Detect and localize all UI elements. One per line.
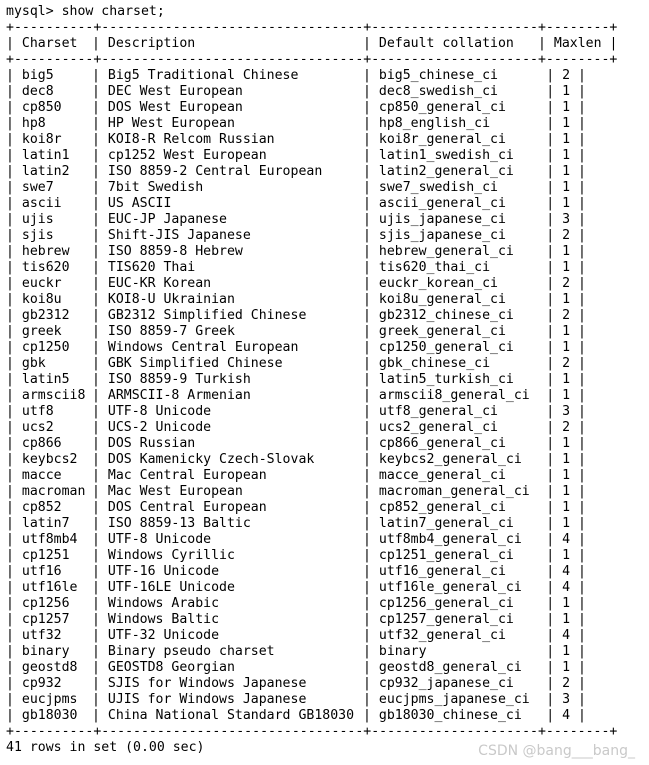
description-cell: Windows Baltic — [107, 612, 220, 627]
description-cell: DOS Russian — [107, 436, 196, 451]
charset-cell: utf32 — [21, 628, 62, 643]
table-separator: +----------+---------------------------------+---------------------+--------+ — [6, 20, 618, 35]
description-cell: UJIS for Windows Japanese — [107, 692, 307, 707]
collation-cell: latin5_turkish_ci — [378, 372, 514, 387]
maxlen-cell: 1 — [562, 84, 571, 99]
description-cell: Big5 Traditional Chinese — [107, 68, 299, 83]
description-cell: HP West European — [107, 116, 235, 131]
table-row: | euckr | EUC-KR Korean | euckr_korean_ci | 2 | — [6, 276, 586, 291]
maxlen-cell: 2 — [562, 676, 571, 691]
collation-cell: latin7_general_ci — [378, 516, 514, 531]
description-cell: Windows Central European — [107, 340, 299, 355]
charset-cell: utf8 — [21, 404, 54, 419]
table-row: | utf16le | UTF-16LE Unicode | utf16le_general_ci | 4 | — [6, 580, 586, 595]
collation-cell: big5_chinese_ci — [378, 68, 498, 83]
collation-cell: cp852_general_ci — [378, 500, 506, 515]
maxlen-cell: 1 — [562, 100, 571, 115]
maxlen-cell: 4 — [562, 628, 571, 643]
collation-cell: utf32_general_ci — [378, 628, 506, 643]
description-cell: DOS West European — [107, 100, 243, 115]
table-row: | hp8 | HP West European | hp8_english_ci | 1 | — [6, 116, 586, 131]
maxlen-cell: 1 — [562, 484, 571, 499]
description-cell: UTF-8 Unicode — [107, 532, 212, 547]
maxlen-cell: 2 — [562, 276, 571, 291]
collation-cell: geostd8_general_ci — [378, 660, 522, 675]
description-cell: ISO 8859-7 Greek — [107, 324, 235, 339]
table-row: | latin7 | ISO 8859-13 Baltic | latin7_general_ci | 1 | — [6, 516, 586, 531]
maxlen-cell: 3 — [562, 692, 571, 707]
maxlen-cell: 1 — [562, 196, 571, 211]
charset-cell: sjis — [21, 228, 54, 243]
charset-cell: latin2 — [21, 164, 70, 179]
charset-cell: macroman — [21, 484, 86, 499]
charset-cell: cp852 — [21, 500, 62, 515]
description-cell: Shift-JIS Japanese — [107, 228, 251, 243]
collation-cell: macroman_general_ci — [378, 484, 530, 499]
description-cell: ISO 8859-8 Hebrew — [107, 244, 243, 259]
description-cell: KOI8-R Relcom Russian — [107, 132, 275, 147]
maxlen-cell: 1 — [562, 292, 571, 307]
table-row: | latin2 | ISO 8859-2 Central European | latin2_general_ci | 1 | — [6, 164, 586, 179]
watermark: CSDN @bang___bang_ — [478, 743, 635, 759]
maxlen-cell: 1 — [562, 244, 571, 259]
maxlen-cell: 1 — [562, 116, 571, 131]
description-cell: GB2312 Simplified Chinese — [107, 308, 307, 323]
table-row: | gb18030 | China National Standard GB18030 | gb18030_chinese_ci | 4 | — [6, 708, 586, 723]
table-row: | cp852 | DOS Central European | cp852_general_ci | 1 | — [6, 500, 586, 515]
table-row: | utf8mb4 | UTF-8 Unicode | utf8mb4_general_ci | 4 | — [6, 532, 586, 547]
maxlen-cell: 1 — [562, 548, 571, 563]
table-row: | cp1250 | Windows Central European | cp1250_general_ci | 1 | — [6, 340, 586, 355]
collation-cell: gbk_chinese_ci — [378, 356, 491, 371]
description-cell: EUC-KR Korean — [107, 276, 212, 291]
table-row: | gbk | GBK Simplified Chinese | gbk_chinese_ci | 2 | — [6, 356, 586, 371]
table-row: | binary | Binary pseudo charset | binary | 1 | — [6, 644, 586, 659]
description-cell: GEOSTD8 Georgian — [107, 660, 235, 675]
maxlen-cell: 4 — [562, 532, 571, 547]
table-row: | greek | ISO 8859-7 Greek | greek_general_ci | 1 | — [6, 324, 586, 339]
collation-cell: swe7_swedish_ci — [378, 180, 498, 195]
collation-cell: koi8r_general_ci — [378, 132, 506, 147]
charset-cell: binary — [21, 644, 70, 659]
table-row: | eucjpms | UJIS for Windows Japanese | eucjpms_japanese_ci | 3 | — [6, 692, 586, 707]
table-row: | utf32 | UTF-32 Unicode | utf32_general_ci | 4 | — [6, 628, 586, 643]
header-default-collation: Default collation — [378, 36, 514, 51]
maxlen-cell: 1 — [562, 180, 571, 195]
charset-cell: keybcs2 — [21, 452, 78, 467]
table-row: | latin1 | cp1252 West European | latin1_swedish_ci | 1 | — [6, 148, 586, 163]
description-cell: DOS Central European — [107, 500, 267, 515]
collation-cell: armscii8_general_ci — [378, 388, 530, 403]
table-row: | utf16 | UTF-16 Unicode | utf16_general_ci | 4 | — [6, 564, 586, 579]
maxlen-cell: 1 — [562, 148, 571, 163]
description-cell: UTF-32 Unicode — [107, 628, 220, 643]
table-row: | cp866 | DOS Russian | cp866_general_ci | 1 | — [6, 436, 586, 451]
description-cell: DOS Kamenicky Czech-Slovak — [107, 452, 315, 467]
description-cell: Windows Arabic — [107, 596, 220, 611]
collation-cell: gb18030_chinese_ci — [378, 708, 522, 723]
maxlen-cell: 4 — [562, 708, 571, 723]
header-description: Description — [107, 36, 196, 51]
collation-cell: eucjpms_japanese_ci — [378, 692, 530, 707]
charset-cell: cp1251 — [21, 548, 70, 563]
charset-cell: hp8 — [21, 116, 46, 131]
table-row: | latin5 | ISO 8859-9 Turkish | latin5_turkish_ci | 1 | — [6, 372, 586, 387]
table-row: | big5 | Big5 Traditional Chinese | big5_chinese_ci | 2 | — [6, 68, 586, 83]
table-row: | macroman | Mac West European | macroman_general_ci | 1 | — [6, 484, 586, 499]
charset-cell: koi8r — [21, 132, 62, 147]
maxlen-cell: 2 — [562, 420, 571, 435]
description-cell: UTF-16LE Unicode — [107, 580, 235, 595]
description-cell: ISO 8859-13 Baltic — [107, 516, 251, 531]
collation-cell: hp8_english_ci — [378, 116, 491, 131]
charset-cell: macce — [21, 468, 62, 483]
table-row: | cp850 | DOS West European | cp850_general_ci | 1 | — [6, 100, 586, 115]
collation-cell: keybcs2_general_ci — [378, 452, 522, 467]
charset-cell: hebrew — [21, 244, 70, 259]
maxlen-cell: 3 — [562, 404, 571, 419]
collation-cell: cp932_japanese_ci — [378, 676, 514, 691]
table-row: | geostd8 | GEOSTD8 Georgian | geostd8_general_ci | 1 | — [6, 660, 586, 675]
charset-cell: koi8u — [21, 292, 62, 307]
collation-cell: ujis_japanese_ci — [378, 212, 506, 227]
charset-cell: latin7 — [21, 516, 70, 531]
charset-cell: utf16 — [21, 564, 62, 579]
maxlen-cell: 1 — [562, 260, 571, 275]
charset-cell: swe7 — [21, 180, 54, 195]
description-cell: UTF-8 Unicode — [107, 404, 212, 419]
table-row: | armscii8 | ARMSCII-8 Armenian | armscii8_general_ci | 1 | — [6, 388, 586, 403]
table-separator: +----------+---------------------------------+---------------------+--------+ — [6, 724, 618, 739]
maxlen-cell: 1 — [562, 644, 571, 659]
collation-cell: koi8u_general_ci — [378, 292, 506, 307]
collation-cell: utf8mb4_general_ci — [378, 532, 522, 547]
description-cell: Windows Cyrillic — [107, 548, 235, 563]
charset-cell: cp1257 — [21, 612, 70, 627]
table-row: | koi8r | KOI8-R Relcom Russian | koi8r_general_ci | 1 | — [6, 132, 586, 147]
description-cell: EUC-JP Japanese — [107, 212, 227, 227]
maxlen-cell: 1 — [562, 500, 571, 515]
charset-cell: eucjpms — [21, 692, 78, 707]
table-row: | ascii | US ASCII | ascii_general_ci | 1 | — [6, 196, 586, 211]
terminal-output — [6, 4, 617, 756]
maxlen-cell: 2 — [562, 228, 571, 243]
maxlen-cell: 4 — [562, 564, 571, 579]
charset-cell: ujis — [21, 212, 54, 227]
collation-cell: sjis_japanese_ci — [378, 228, 506, 243]
description-cell: cp1252 West European — [107, 148, 267, 163]
table-row: | gb2312 | GB2312 Simplified Chinese | gb2312_chinese_ci | 2 | — [6, 308, 586, 323]
charset-cell: armscii8 — [21, 388, 86, 403]
charset-cell: cp1256 — [21, 596, 70, 611]
table-body — [6, 68, 617, 724]
description-cell: ARMSCII-8 Armenian — [107, 388, 251, 403]
charset-cell: cp1250 — [21, 340, 70, 355]
charset-cell: greek — [21, 324, 62, 339]
collation-cell: gb2312_chinese_ci — [378, 308, 514, 323]
description-cell: Mac Central European — [107, 468, 267, 483]
charset-cell: geostd8 — [21, 660, 78, 675]
maxlen-cell: 1 — [562, 132, 571, 147]
table-row: | utf8 | UTF-8 Unicode | utf8_general_ci | 3 | — [6, 404, 586, 419]
table-row: | cp932 | SJIS for Windows Japanese | cp932_japanese_ci | 2 | — [6, 676, 586, 691]
charset-cell: latin1 — [21, 148, 70, 163]
table-row: | cp1251 | Windows Cyrillic | cp1251_general_ci | 1 | — [6, 548, 586, 563]
collation-cell: euckr_korean_ci — [378, 276, 498, 291]
table-row: | macce | Mac Central European | macce_general_ci | 1 | — [6, 468, 586, 483]
description-cell: Binary pseudo charset — [107, 644, 275, 659]
maxlen-cell: 1 — [562, 452, 571, 467]
table-row: | koi8u | KOI8-U Ukrainian | koi8u_general_ci | 1 | — [6, 292, 586, 307]
maxlen-cell: 1 — [562, 372, 571, 387]
table-row: | swe7 | 7bit Swedish | swe7_swedish_ci | 1 | — [6, 180, 586, 195]
header-maxlen: Maxlen — [553, 36, 602, 51]
maxlen-cell: 1 — [562, 660, 571, 675]
charset-cell: dec8 — [21, 84, 54, 99]
maxlen-cell: 4 — [562, 580, 571, 595]
collation-cell: binary — [378, 644, 427, 659]
header-charset: Charset — [21, 36, 78, 51]
collation-cell: latin1_swedish_ci — [378, 148, 514, 163]
charset-cell: cp932 — [21, 676, 62, 691]
collation-cell: utf16_general_ci — [378, 564, 506, 579]
table-row: | hebrew | ISO 8859-8 Hebrew | hebrew_general_ci | 1 | — [6, 244, 586, 259]
collation-cell: cp1256_general_ci — [378, 596, 514, 611]
description-cell: US ASCII — [107, 196, 172, 211]
collation-cell: cp1257_general_ci — [378, 612, 514, 627]
charset-cell: big5 — [21, 68, 54, 83]
description-cell: Mac West European — [107, 484, 243, 499]
collation-cell: cp1250_general_ci — [378, 340, 514, 355]
collation-cell: macce_general_ci — [378, 468, 506, 483]
maxlen-cell: 1 — [562, 436, 571, 451]
maxlen-cell: 2 — [562, 356, 571, 371]
description-cell: 7bit Swedish — [107, 180, 204, 195]
table-separator: +----------+---------------------------------+---------------------+--------+ — [6, 52, 618, 67]
description-cell: SJIS for Windows Japanese — [107, 676, 307, 691]
description-cell: China National Standard GB18030 — [107, 708, 355, 723]
maxlen-cell: 1 — [562, 596, 571, 611]
charset-cell: ucs2 — [21, 420, 54, 435]
description-cell: UCS-2 Unicode — [107, 420, 212, 435]
table-row: | cp1256 | Windows Arabic | cp1256_general_ci | 1 | — [6, 596, 586, 611]
table-header-row: | Charset | Description | Default collation | Maxlen | — [6, 36, 618, 51]
charset-cell: euckr — [21, 276, 62, 291]
maxlen-cell: 1 — [562, 516, 571, 531]
collation-cell: ascii_general_ci — [378, 196, 506, 211]
command-prompt: mysql> show charset; — [6, 4, 165, 19]
table-row: | tis620 | TIS620 Thai | tis620_thai_ci | 1 | — [6, 260, 586, 275]
charset-cell: cp866 — [21, 436, 62, 451]
collation-cell: tis620_thai_ci — [378, 260, 491, 275]
charset-cell: gb18030 — [21, 708, 78, 723]
table-row: | ucs2 | UCS-2 Unicode | ucs2_general_ci | 2 | — [6, 420, 586, 435]
description-cell: GBK Simplified Chinese — [107, 356, 283, 371]
charset-cell: utf8mb4 — [21, 532, 78, 547]
charset-cell: gbk — [21, 356, 46, 371]
result-summary: 41 rows in set (0.00 sec) — [6, 740, 205, 755]
collation-cell: dec8_swedish_ci — [378, 84, 498, 99]
description-cell: UTF-16 Unicode — [107, 564, 220, 579]
collation-cell: cp866_general_ci — [378, 436, 506, 451]
collation-cell: latin2_general_ci — [378, 164, 514, 179]
collation-cell: cp1251_general_ci — [378, 548, 514, 563]
table-row: | cp1257 | Windows Baltic | cp1257_general_ci | 1 | — [6, 612, 586, 627]
charset-cell: cp850 — [21, 100, 62, 115]
description-cell: ISO 8859-2 Central European — [107, 164, 323, 179]
maxlen-cell: 1 — [562, 324, 571, 339]
collation-cell: utf8_general_ci — [378, 404, 498, 419]
description-cell: DEC West European — [107, 84, 243, 99]
description-cell: KOI8-U Ukrainian — [107, 292, 235, 307]
table-row: | ujis | EUC-JP Japanese | ujis_japanese_ci | 3 | — [6, 212, 586, 227]
description-cell: TIS620 Thai — [107, 260, 196, 275]
maxlen-cell: 2 — [562, 308, 571, 323]
charset-cell: tis620 — [21, 260, 70, 275]
description-cell: ISO 8859-9 Turkish — [107, 372, 251, 387]
charset-cell: latin5 — [21, 372, 70, 387]
collation-cell: ucs2_general_ci — [378, 420, 498, 435]
charset-cell: gb2312 — [21, 308, 70, 323]
maxlen-cell: 3 — [562, 212, 571, 227]
collation-cell: cp850_general_ci — [378, 100, 506, 115]
collation-cell: greek_general_ci — [378, 324, 506, 339]
table-row: | sjis | Shift-JIS Japanese | sjis_japanese_ci | 2 | — [6, 228, 586, 243]
maxlen-cell: 1 — [562, 164, 571, 179]
maxlen-cell: 1 — [562, 388, 571, 403]
maxlen-cell: 1 — [562, 340, 571, 355]
maxlen-cell: 1 — [562, 468, 571, 483]
table-row: | dec8 | DEC West European | dec8_swedish_ci | 1 | — [6, 84, 586, 99]
maxlen-cell: 1 — [562, 612, 571, 627]
charset-cell: ascii — [21, 196, 62, 211]
table-row: | keybcs2 | DOS Kamenicky Czech-Slovak | keybcs2_general_ci | 1 | — [6, 452, 586, 467]
collation-cell: hebrew_general_ci — [378, 244, 514, 259]
maxlen-cell: 2 — [562, 68, 571, 83]
charset-cell: utf16le — [21, 580, 78, 595]
collation-cell: utf16le_general_ci — [378, 580, 522, 595]
